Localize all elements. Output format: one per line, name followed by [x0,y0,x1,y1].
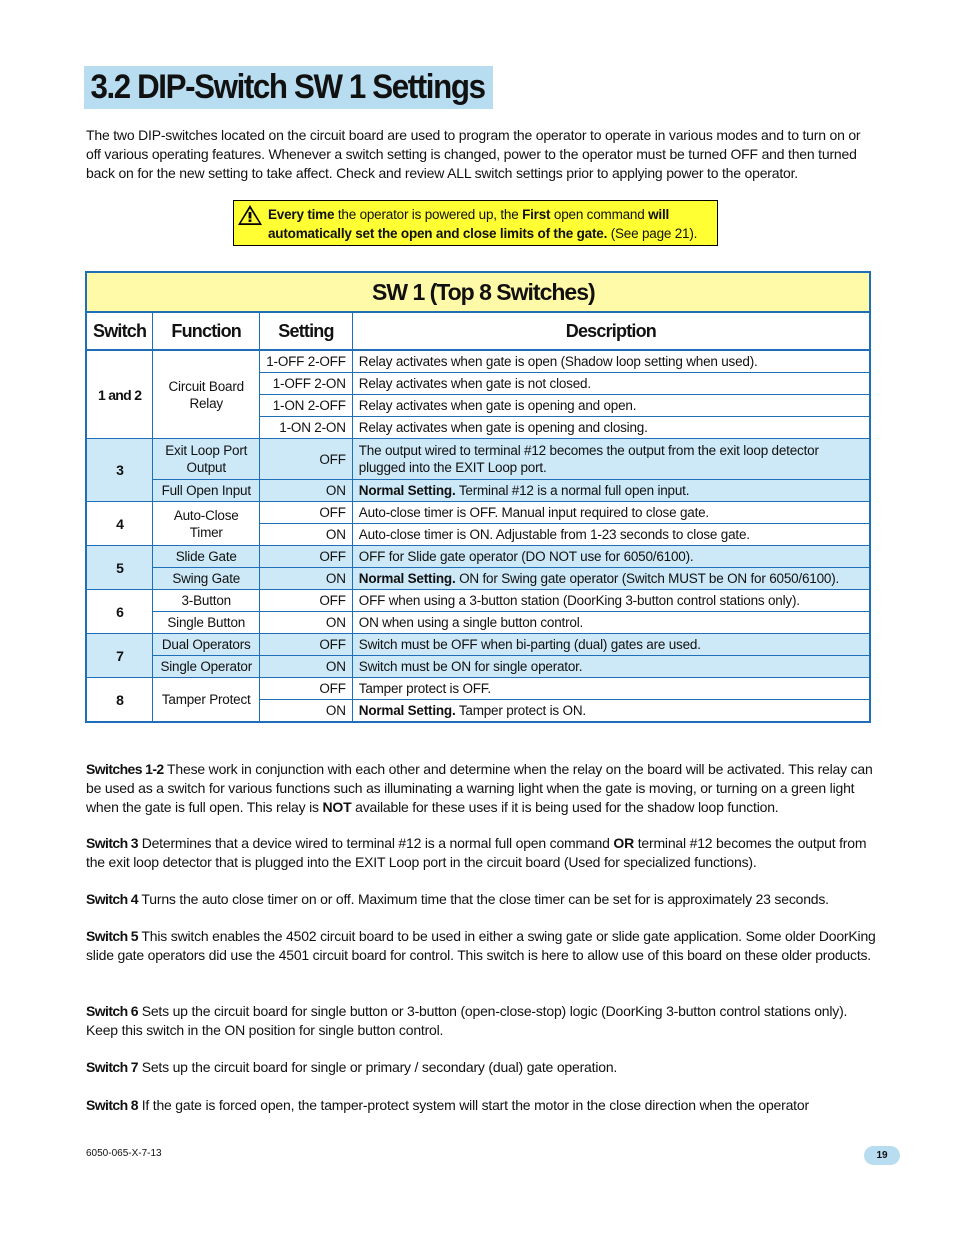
switch-function: Slide Gate [153,546,260,568]
table-row [86,634,870,656]
switch-number: 8 [86,678,153,723]
page-title: 3.2 DIP-Switch SW 1 Settings [90,68,485,106]
switch-function: Tamper Protect [153,678,260,723]
switch-function: Full Open Input [153,480,260,502]
table-title: SW 1 (Top 8 Switches) [86,272,870,312]
switch-setting: OFF [260,439,353,480]
switch-number: 3 [86,439,153,502]
switch-function: Single Operator [153,656,260,678]
switch-setting: ON [260,568,353,590]
switch-number: 7 [86,634,153,678]
header-switch: Switch [86,312,153,350]
switch-function: Dual Operators [153,634,260,656]
switch-description: Relay activates when gate is not closed. [352,373,870,395]
switch-description: Switch must be OFF when bi-parting (dual) gates are used. [352,634,870,656]
switch-function: Swing Gate [153,568,260,590]
warning-triangle-icon [237,204,263,226]
switch-number: 6 [86,590,153,634]
note-switch-6: Switch 6 Sets up the circuit board for single button or 3-button (open-close-stop) logic (DoorKing 3-button control stations only). Keep this switch in the ON position for single button control. [86,1003,848,1038]
warning-box [233,200,718,246]
switch-function: 3-Button [153,590,260,612]
table-row [86,590,870,612]
document-id: 6050-065-X-7-13 [86,1148,162,1159]
switch-function: Circuit Board Relay [153,350,260,439]
switch-description: Normal Setting. Terminal #12 is a normal full open input. [352,480,870,502]
switch-description: OFF for Slide gate operator (DO NOT use for 6050/6100). [352,546,870,568]
switch-description: Tamper protect is OFF. [352,678,870,700]
switch-setting: ON [260,656,353,678]
switch-function: Single Button [153,612,260,634]
switch-number: 4 [86,502,153,546]
switch-description: Switch must be ON for single operator. [352,656,870,678]
note-switch-5: Switch 5 This switch enables the 4502 circuit board to be used in either a swing gate or slide gate application. Some older DoorKing slide gate operators did use the 4501 circuit board for control. This switch is here to allow use of this board on these older products. [86,928,876,963]
switch-setting: ON [260,700,353,723]
switch-setting: OFF [260,678,353,700]
note-switch-7: Switch 7 Sets up the circuit board for single or primary / secondary (dual) gate operation. [86,1059,618,1075]
note-switch-4: Switch 4 Turns the auto close timer on or off. Maximum time that the close timer can be set for is approximately 23 seconds. [86,891,829,907]
switch-description: Relay activates when gate is opening and closing. [352,417,870,439]
sw1-settings-table [85,271,871,723]
header-function: Function [153,312,260,350]
switch-description: ON when using a single button control. [352,612,870,634]
switch-number: 5 [86,546,153,590]
switch-function: Exit Loop Port Output [153,439,260,480]
switch-description: Normal Setting. ON for Swing gate operator (Switch MUST be ON for 6050/6100). [352,568,870,590]
switch-setting: 1-OFF 2-OFF [260,350,353,373]
switch-setting: OFF [260,634,353,656]
table-row [86,568,870,590]
switch-setting: 1-ON 2-OFF [260,395,353,417]
page-number: 19 [864,1146,900,1165]
table-row [86,439,870,480]
switch-setting: OFF [260,590,353,612]
header-description: Description [352,312,870,350]
table-row [86,502,870,524]
switch-setting: 1-OFF 2-ON [260,373,353,395]
table-row [86,350,870,373]
table-row [86,678,870,700]
note-switches-1-2: Switches 1-2 These work in conjunction with each other and determine when the relay on the board will be activated. This relay can be used as a switch for various functions such as illuminating a warning light when the gate is moving, or turning on a green light when the gate is full open. This relay is NOT available for these uses if it is being used for the shadow loop function. [86,761,873,815]
switch-setting: ON [260,480,353,502]
table-row [86,480,870,502]
intro-paragraph: The two DIP-switches located on the circuit board are used to program the operator to operate in various modes and to turn on or off various operating features. Whenever a switch setting is changed, power to the operator must be turned OFF and then turned back on for the new setting to take affect. Check and review ALL switch settings prior to applying power to the operator. [86,127,861,181]
switch-setting: OFF [260,546,353,568]
section-title-box [84,66,493,109]
switch-description: Normal Setting. Tamper protect is ON. [352,700,870,723]
switch-setting: OFF [260,502,353,524]
switch-description: Auto-close timer is ON. Adjustable from 1-23 seconds to close gate. [352,524,870,546]
switch-description: Relay activates when gate is open (Shadow loop setting when used). [352,350,870,373]
switch-description: Relay activates when gate is opening and open. [352,395,870,417]
note-switch-3: Switch 3 Determines that a device wired to terminal #12 is a normal full open command OR terminal #12 becomes the output from the exit loop detector that is plugged into the EXIT Loop port in the circuit board (Used for specialized functions). [86,835,867,870]
switch-description: Auto-close timer is OFF. Manual input required to close gate. [352,502,870,524]
table-row [86,656,870,678]
switch-description: OFF when using a 3-button station (DoorKing 3-button control stations only). [352,590,870,612]
switch-function: Auto-Close Timer [153,502,260,546]
switch-setting: ON [260,612,353,634]
table-row [86,612,870,634]
table-row [86,546,870,568]
switch-setting: ON [260,524,353,546]
note-switch-8: Switch 8 If the gate is forced open, the tamper-protect system will start the motor in the close direction when the operator [86,1097,809,1113]
switch-description: The output wired to terminal #12 becomes the output from the exit loop detector plugged into the EXIT Loop port. [352,439,870,480]
warning-text: Every time the operator is powered up, the First open command will automatically set the open and close limits of the gate. (See page 21). [268,207,698,241]
switch-number: 1 and 2 [86,350,153,439]
header-setting: Setting [260,312,353,350]
switch-setting: 1-ON 2-ON [260,417,353,439]
